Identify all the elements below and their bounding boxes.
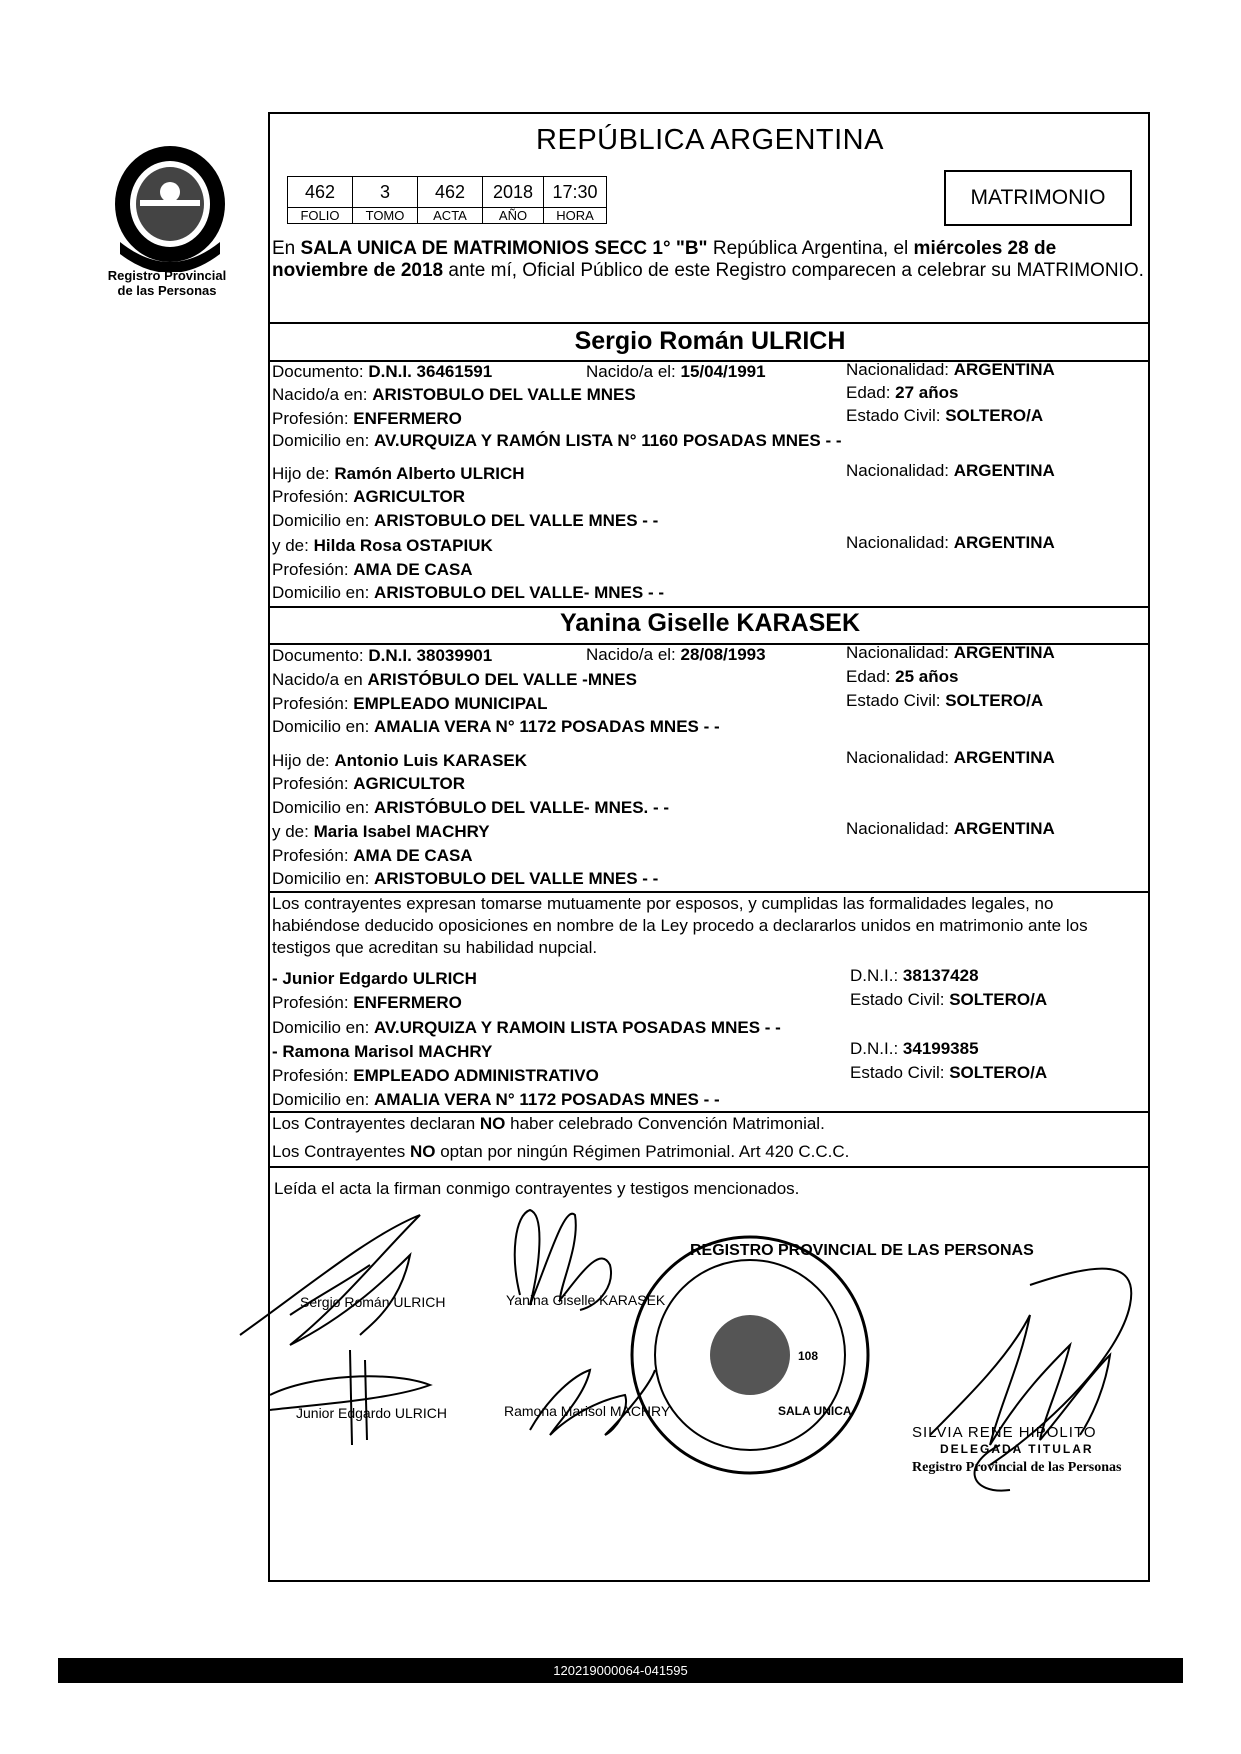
value: ARISTÓBULO DEL VALLE- MNES. - - xyxy=(374,798,670,817)
value: ARISTÓBULO DEL VALLE -MNES xyxy=(367,670,637,689)
value: SOLTERO/A xyxy=(949,990,1048,1009)
label: Profesión: xyxy=(272,1066,354,1085)
label: D.N.I.: xyxy=(850,1039,903,1058)
intro-venue: SALA UNICA DE MATRIMONIOS SECC 1° "B" xyxy=(300,238,708,259)
groom-born-date xyxy=(586,362,766,382)
witness2-dni xyxy=(850,1039,979,1059)
groom-mother-nationality xyxy=(846,533,1055,553)
groom-father-profession xyxy=(272,487,465,507)
bride-mother xyxy=(272,822,490,842)
groom-address xyxy=(272,431,842,451)
value: AMA DE CASA xyxy=(353,560,473,579)
groom-mother-address xyxy=(272,583,664,603)
tomo-value: 3 xyxy=(353,177,418,208)
value: ENFERMERO xyxy=(353,993,462,1012)
value: D.N.I. 38039901 xyxy=(368,646,493,665)
witness2-civil-status xyxy=(850,1063,1047,1083)
intro-text: ante mí, Oficial Público de este Registro comparecen a celebrar su MATRIMONIO. xyxy=(443,260,1144,281)
witness1-civil-status xyxy=(850,990,1047,1010)
bride-profession xyxy=(272,694,548,714)
value: AMALIA VERA N° 1172 POSADAS MNES - - xyxy=(374,1090,720,1109)
act-kind-box: MATRIMONIO xyxy=(944,170,1132,226)
label: Documento: xyxy=(272,362,369,381)
value: ARGENTINA xyxy=(953,360,1055,379)
value: ARGENTINA xyxy=(953,461,1055,480)
value: SOLTERO/A xyxy=(945,691,1044,710)
folio-value: 462 xyxy=(288,177,353,208)
label: Nacido/a en: xyxy=(272,385,373,404)
text: Los Contrayentes xyxy=(272,1142,410,1161)
label: y de: xyxy=(272,536,314,555)
text: Los Contrayentes declaran xyxy=(272,1114,480,1133)
value: Hilda Rosa OSTAPIUK xyxy=(313,536,493,555)
value: ARISTOBULO DEL VALLE MNES - - xyxy=(374,869,659,888)
seal-inner-text: SALA UNICA xyxy=(778,1404,852,1418)
value: D.N.I. 36461591 xyxy=(368,362,493,381)
groom-mother xyxy=(272,536,493,556)
value: AV.URQUIZA Y RAMÓN LISTA N° 1160 POSADAS MNES - - xyxy=(374,431,842,450)
label: Nacionalidad: xyxy=(846,461,954,480)
page-title: REPÚBLICA ARGENTINA xyxy=(536,124,884,156)
groom-nationality xyxy=(846,360,1055,380)
groom-name: Sergio Román ULRICH xyxy=(574,327,846,355)
witness1-profession xyxy=(272,993,462,1013)
hour-label: HORA xyxy=(544,208,607,224)
bride-father-nationality xyxy=(846,748,1055,768)
official-name: SILVIA RENE HIPOLITO xyxy=(912,1424,1097,1441)
emblem-caption xyxy=(92,268,242,298)
witness2-address xyxy=(272,1090,720,1110)
official-role: DELEGADA TITULAR xyxy=(940,1442,1094,1456)
value: 28/08/1993 xyxy=(680,645,766,664)
label: Domicilio en: xyxy=(272,869,375,888)
groom-civil-status xyxy=(846,406,1043,426)
witness1-address xyxy=(272,1018,781,1038)
official-seal xyxy=(632,1237,868,1473)
bride-mother-nationality xyxy=(846,819,1055,839)
label: y de: xyxy=(272,822,314,841)
groom-age xyxy=(846,383,958,403)
value: ARGENTINA xyxy=(953,533,1055,552)
value: ARISTOBULO DEL VALLE MNES - - xyxy=(374,511,659,530)
signature-label-bride: Yanina Giselle KARASEK xyxy=(506,1292,666,1308)
declaration-paragraph: Los contrayentes expresan tomarse mutuamente por esposos, y cumplidas las formalidades legales, no habiéndose deducido oposiciones en nombre de la Ley procedo a declararlos unidos en matrimonio ante los testigos que acreditan su habilidad nupcial. xyxy=(272,894,1088,957)
value: ARISTOBULO DEL VALLE MNES xyxy=(372,385,636,404)
value: AGRICULTOR xyxy=(353,774,466,793)
bride-nationality xyxy=(846,643,1055,663)
acta-value: 462 xyxy=(418,177,483,208)
registry-table xyxy=(287,176,607,224)
value: ENFERMERO xyxy=(353,409,462,428)
label: Domicilio en: xyxy=(272,431,375,450)
signature-label-witness1: Junior Edgardo ULRICH xyxy=(296,1405,447,1421)
divider xyxy=(269,606,1149,608)
label: Nacido/a en xyxy=(272,670,368,689)
bride-mother-profession xyxy=(272,846,473,866)
negation: NO xyxy=(479,1114,506,1133)
label: D.N.I.: xyxy=(850,966,903,985)
intro-text: República Argentina, el xyxy=(707,238,914,259)
bride-document xyxy=(272,646,492,666)
value: Ramón Alberto ULRICH xyxy=(334,464,525,483)
hour-value: 17:30 xyxy=(544,177,607,208)
label: Profesión: xyxy=(272,846,354,865)
emblem-caption-line1: Registro Provincial xyxy=(107,268,227,283)
groom-document xyxy=(272,362,492,382)
value: Maria Isabel MACHRY xyxy=(313,822,490,841)
value: 34199385 xyxy=(902,1039,979,1058)
convention-line2 xyxy=(272,1142,849,1162)
seal-number: 108 xyxy=(798,1349,819,1363)
groom-profession xyxy=(272,409,462,429)
intro-date: miércoles 28 de noviembre de 2018 xyxy=(272,238,1057,281)
negation: NO xyxy=(409,1142,436,1161)
document-code: 120219000064-041595 xyxy=(553,1663,688,1678)
label: Estado Civil: xyxy=(846,691,946,710)
groom-father-nationality xyxy=(846,461,1055,481)
closing-statement: Leída el acta la firman conmigo contrayentes y testigos mencionados. xyxy=(274,1179,800,1198)
label: Nacionalidad: xyxy=(846,360,954,379)
witness1-name: - Junior Edgardo ULRICH xyxy=(272,969,477,988)
label: Domicilio en: xyxy=(272,1018,375,1037)
divider xyxy=(269,1166,1149,1168)
convention-line1 xyxy=(272,1114,825,1134)
bride-civil-status xyxy=(846,691,1043,711)
value: SOLTERO/A xyxy=(949,1063,1048,1082)
value: 25 años xyxy=(895,667,959,686)
bride-name: Yanina Giselle KARASEK xyxy=(559,609,861,637)
value: ARISTOBULO DEL VALLE- MNES - - xyxy=(374,583,664,602)
label: Edad: xyxy=(846,667,896,686)
label: Nacionalidad: xyxy=(846,748,954,767)
value: EMPLEADO ADMINISTRATIVO xyxy=(353,1066,599,1085)
divider xyxy=(269,322,1149,324)
value: AV.URQUIZA Y RAMOIN LISTA POSADAS MNES - - xyxy=(374,1018,781,1037)
intro-paragraph xyxy=(272,238,1146,282)
bride-address xyxy=(272,717,720,737)
bride-father-profession xyxy=(272,774,465,794)
signature-label-groom: Sergio Román ULRICH xyxy=(300,1294,446,1310)
label: Profesión: xyxy=(272,409,354,428)
bride-age xyxy=(846,667,958,687)
seal-ring-text: REGISTRO PROVINCIAL DE LAS PERSONAS xyxy=(690,1242,1034,1259)
emblem-caption-line2: de las Personas xyxy=(117,283,217,298)
intro-text: En xyxy=(272,238,301,259)
label: Profesión: xyxy=(272,560,354,579)
groom-father xyxy=(272,464,525,484)
value: AGRICULTOR xyxy=(353,487,466,506)
year-value: 2018 xyxy=(483,177,544,208)
folio-label: FOLIO xyxy=(288,208,353,224)
label: Profesión: xyxy=(272,774,354,793)
value: 38137428 xyxy=(902,966,979,985)
value: 27 años xyxy=(895,383,959,402)
value: EMPLEADO MUNICIPAL xyxy=(353,694,548,713)
label: Nacido/a el: xyxy=(586,645,681,664)
signature-label-witness2: Ramona Marisol MACHRY xyxy=(504,1403,671,1419)
bride-father-address xyxy=(272,798,669,818)
label: Profesión: xyxy=(272,487,354,506)
label: Domicilio en: xyxy=(272,511,375,530)
groom-birthplace xyxy=(272,385,636,405)
divider xyxy=(269,1111,1149,1113)
label: Profesión: xyxy=(272,694,354,713)
label: Estado Civil: xyxy=(850,1063,950,1082)
year-label: AÑO xyxy=(483,208,544,224)
bride-born-date xyxy=(586,645,766,665)
label: Profesión: xyxy=(272,993,354,1012)
signatures-drawing xyxy=(230,1195,1150,1535)
label: Documento: xyxy=(272,646,369,665)
value: ARGENTINA xyxy=(953,643,1055,662)
footer-barcode-bar xyxy=(58,1658,1183,1683)
bride-father xyxy=(272,751,527,771)
witness1-dni xyxy=(850,966,979,986)
bride-mother-address xyxy=(272,869,658,889)
text: haber celebrado Convención Matrimonial. xyxy=(505,1114,825,1133)
value: AMA DE CASA xyxy=(353,846,473,865)
label: Hijo de: xyxy=(272,751,335,770)
groom-mother-profession xyxy=(272,560,473,580)
acta-label: ACTA xyxy=(418,208,483,224)
value: AMALIA VERA N° 1172 POSADAS MNES - - xyxy=(374,717,720,736)
value: Antonio Luis KARASEK xyxy=(334,751,528,770)
label: Hijo de: xyxy=(272,464,335,483)
value: ARGENTINA xyxy=(953,748,1055,767)
label: Edad: xyxy=(846,383,896,402)
text: optan por ningún Régimen Patrimonial. Art 420 C.C.C. xyxy=(435,1142,850,1161)
groom-father-address xyxy=(272,511,658,531)
value: SOLTERO/A xyxy=(945,406,1044,425)
label: Estado Civil: xyxy=(846,406,946,425)
label: Domicilio en: xyxy=(272,717,375,736)
bride-birthplace xyxy=(272,670,637,690)
label: Nacido/a el: xyxy=(586,362,681,381)
label: Nacionalidad: xyxy=(846,533,954,552)
label: Nacionalidad: xyxy=(846,643,954,662)
witness2-name: - Ramona Marisol MACHRY xyxy=(272,1042,493,1061)
witness2-profession xyxy=(272,1066,599,1086)
label: Domicilio en: xyxy=(272,1090,375,1109)
tomo-label: TOMO xyxy=(353,208,418,224)
label: Estado Civil: xyxy=(850,990,950,1009)
value: 15/04/1991 xyxy=(680,362,766,381)
label: Domicilio en: xyxy=(272,583,375,602)
label: Nacionalidad: xyxy=(846,819,954,838)
value: ARGENTINA xyxy=(953,819,1055,838)
label: Domicilio en: xyxy=(272,798,375,817)
official-organization: Registro Provincial de las Personas xyxy=(912,1460,1122,1475)
